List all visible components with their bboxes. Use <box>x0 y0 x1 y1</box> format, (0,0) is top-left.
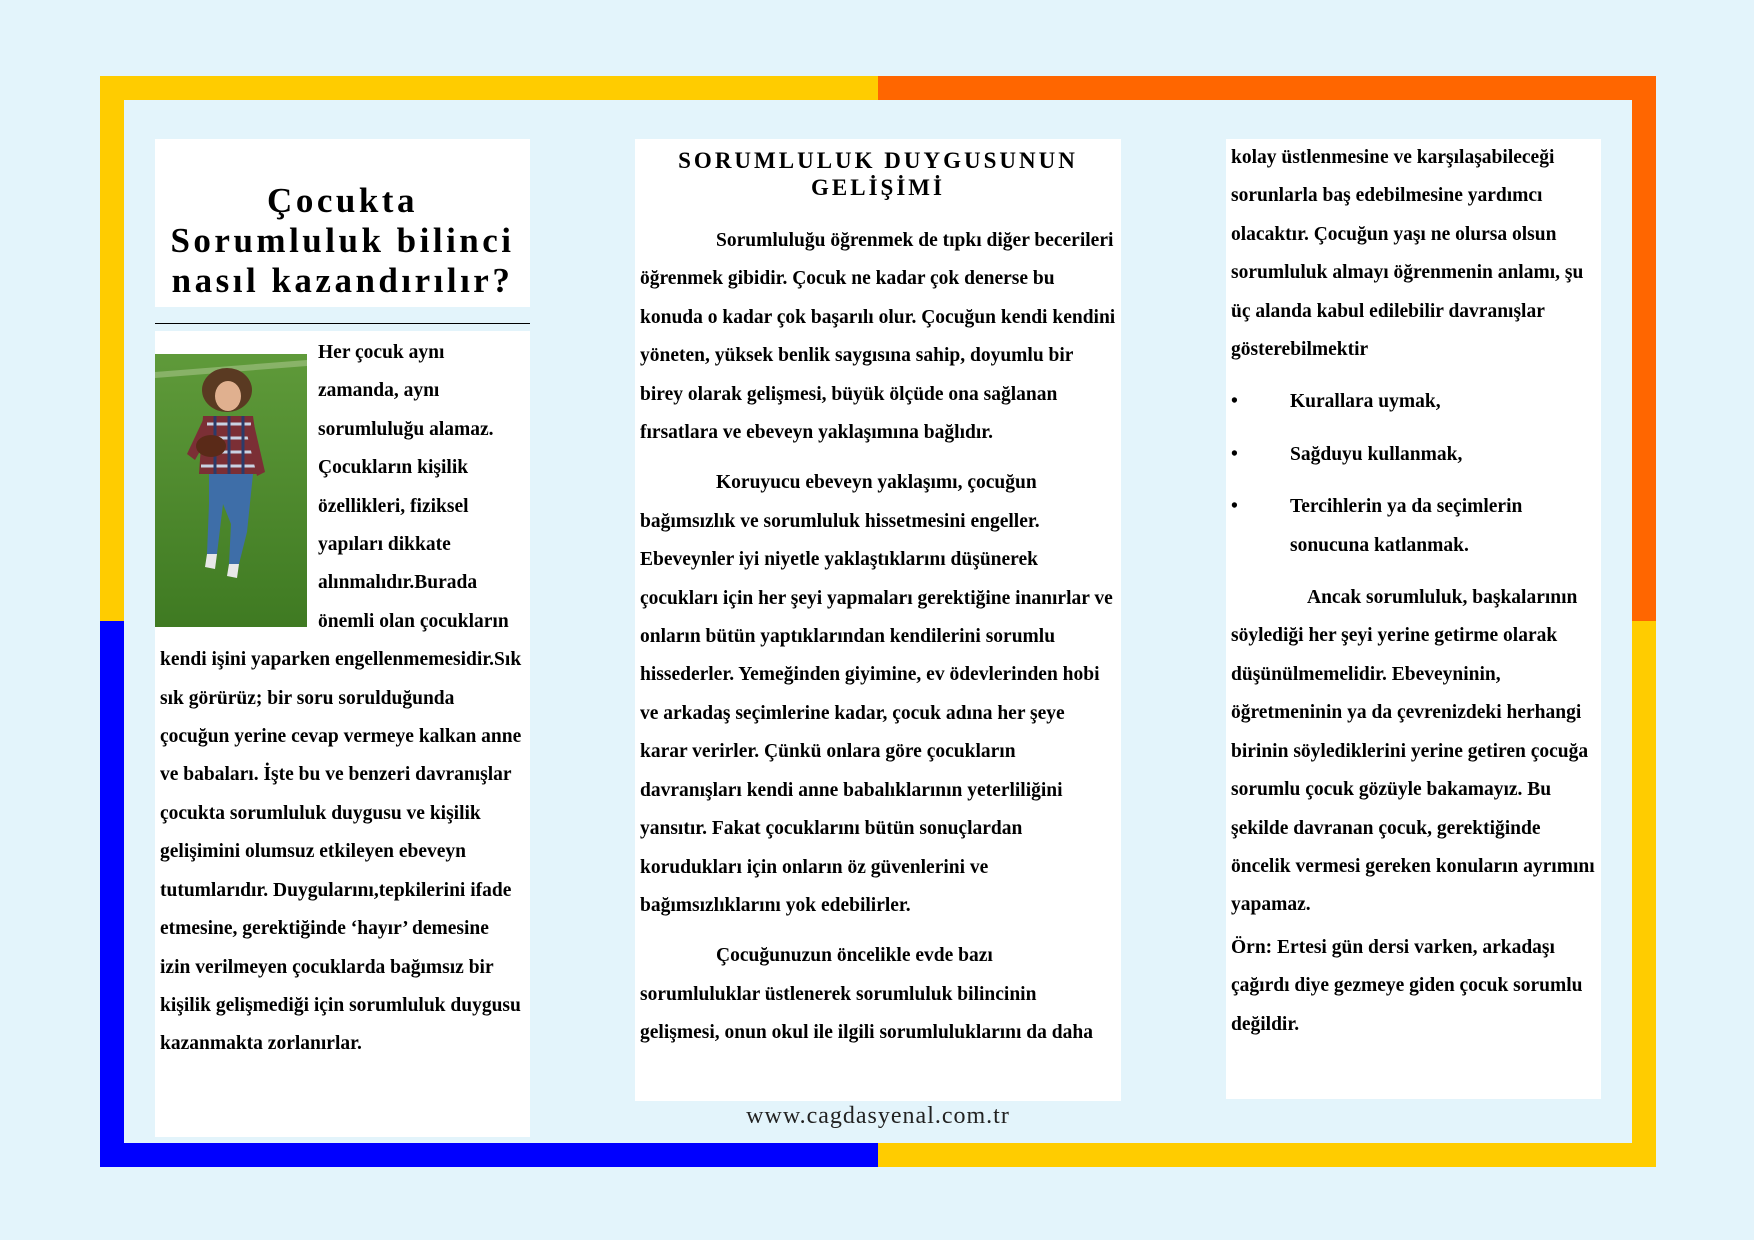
left-title-divider <box>155 323 530 324</box>
frame-left-lower-blue <box>100 621 124 1167</box>
right-bullet-3 <box>1231 488 1596 565</box>
bullet-icon: • <box>1231 443 1238 465</box>
right-example: Örn: Ertesi gün dersi varken, arkadaşı çağırdı diye gezmeye giden çocuk sorumlu değildir. <box>1231 936 1583 1035</box>
right-bullet-1 <box>1231 383 1596 421</box>
frame-right-upper-orange <box>1632 76 1656 621</box>
right-intro: kolay üstlenmesine ve karşılaşabileceği sorunlarla baş edebilmesine yardımcı olacaktır. Çocuğun yaşı ne olursa olsun sorumluluk almayı öğrenmenin anlamı, şu üç alanda kabul edilebilir davranışlar gösterebilmektir <box>1231 147 1584 361</box>
middle-paragraph-2: Koruyucu ebeveyn yaklaşımı, çocuğun bağımsızlık ve sorumluluk hissetmesini engeller. Ebeveynler iyi niyetle yaklaştıklarını düşünerek çocukları için her şeyi yapmaları gerektiğine inanırlar ve onların bütün yaptıklarından kendilerini sorumlu hissederler. Yemeğinden giyimine, ev ödevlerinden hobi ve arkadaş seçimlerine kadar, çocuk adına her şeye karar verirler. Çünkü onlara göre çocukların davranışları kendi anne babalıklarının yeterliliğini yansıtır. Fakat çocuklarını bütün sonuçlardan korudukları için onların öz güvenlerini ve bağımsızlıklarını yok edebilirler. <box>640 472 1113 916</box>
frame-bottom-left-blue <box>100 1143 878 1167</box>
bullet-icon: • <box>1231 496 1238 518</box>
middle-paragraph-1: Sorumluluğu öğrenmek de tıpkı diğer becerileri öğrenmek gibidir. Çocuk ne kadar çok denerse bu konuda o kadar çok başarılı olur. Çocuğun kendi kendini yöneten, yüksek benlik saygısına sahip, doyumlu bir birey olarak gelişmesi, büyük ölçüde ona sağlanan fırsatlara ve ebeveyn yaklaşımına bağlıdır. <box>640 230 1116 444</box>
footer-website: www.cagdasyenal.com.tr <box>746 1103 1010 1129</box>
right-bullet-2 <box>1231 436 1596 474</box>
frame-bottom-right-yellow <box>878 1143 1656 1167</box>
frame-right-lower-yellow <box>1632 621 1656 1167</box>
left-body-box <box>155 331 530 1137</box>
right-panel <box>1226 139 1601 1099</box>
right-bullet-1-text: Kurallara uymak, <box>1290 391 1441 413</box>
photo-wrap-spacer <box>160 334 318 626</box>
middle-body <box>640 222 1116 1053</box>
right-paragraph: Ancak sorumluluk, başkalarının söylediği her şeyi yerine getirme olarak düşünülmemelidir. Ebeveyninin, öğretmeninin ya da çevrenizdeki herhangi birinin söylediklerini yerine getiren çocuğa sorumlu çocuk gözüyle bakamayız. Bu şekilde davranan çocuk, gerektiğinde öncelik vermesi gereken konuların ayrımını yapamaz. <box>1231 587 1595 916</box>
frame-left-upper-yellow <box>100 76 124 621</box>
left-title: Çocukta Sorumluluk bilinci nasıl kazandırılır? <box>170 181 515 300</box>
right-body <box>1231 139 1596 1044</box>
left-title-box <box>155 139 530 307</box>
right-bullet-3-text: Tercihlerin ya da seçimlerin sonucuna katlanmak. <box>1290 496 1523 556</box>
left-body-text: Her çocuk aynı zamanda, aynı sorumluluğu alamaz. Çocukların kişilik özellikleri, fiziksel yapıları dikkate alınmalıdır.Burada önemli olan çocukların kendi işini yaparken engellenmemesidir.Sık sık görürüz; bir soru sorulduğunda çocuğun yerine cevap vermeye kalkan anne ve babaları. İşte bu ve benzeri davranışlar çocukta sorumluluk duygusu ve kişilik gelişimini olumsuz etkileyen ebeveyn tutumlarıdır. Duygularını,tepkilerini ifade etmesine, gerektiğinde ‘hayır’ demesine izin verilmeyen çocuklarda bağımsız bir kişilik gelişmediği için sorumluluk duygusu kazanmakta zorlanırlar. <box>160 334 522 1064</box>
right-bullet-2-text: Sağduyu kullanmak, <box>1290 443 1463 465</box>
middle-panel <box>635 139 1121 1101</box>
bullet-icon: • <box>1231 391 1238 413</box>
frame-top-right-orange <box>878 76 1656 100</box>
frame-top-left-yellow <box>100 76 878 100</box>
middle-paragraph-3: Çocuğunuzun öncelikle evde bazı sorumluluklar üstlenerek sorumluluk bilincinin gelişmesi, onun okul ile ilgili sorumluluklarını da daha <box>640 945 1093 1044</box>
middle-title: SORUMLULUK DUYGUSUNUN GELİŞİMİ <box>678 148 1078 200</box>
